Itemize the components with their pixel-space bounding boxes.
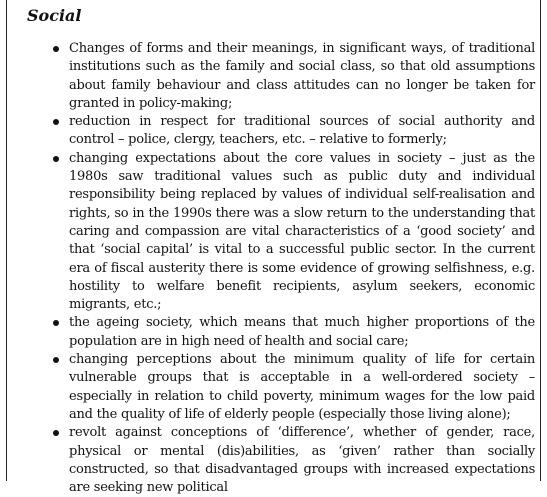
bullet-icon — [53, 46, 59, 52]
list-item — [41, 150, 535, 315]
bullet-icon — [53, 156, 59, 162]
list-item-text: changing perceptions about the minimum quality of life for certain vulnerable groups that is acceptable in a well-ordered society – especially in relation to child poverty, minimum wages for the low paid and the quality of life of elderly people (especially those living alone); — [69, 352, 535, 422]
list-item-text: revolt against conceptions of ‘difference’, whether of gender, race, physical or mental (dis)abilities, as ‘given’ rather than socially constructed, so that disadvantaged groups with increased expectations are seeking new political — [69, 425, 535, 496]
bullet-icon — [53, 119, 59, 125]
list-item — [41, 314, 535, 351]
bullet-icon — [53, 357, 59, 363]
list-item — [41, 40, 535, 113]
bullet-list — [41, 40, 535, 497]
list-item — [41, 424, 535, 497]
section-heading: Social — [27, 6, 82, 25]
list-item — [41, 113, 535, 150]
list-item-text: reduction in respect for traditional sources of social authority and control – police, clergy, teachers, etc. – relative to formerly; — [69, 114, 535, 148]
list-item-text: the ageing society, which means that much higher proportions of the population are in high need of health and social care; — [69, 315, 535, 349]
document-frame — [6, 0, 541, 496]
list-item-text: Changes of forms and their meanings, in significant ways, of traditional institutions such as the family and social class, so that old assumptions about family behaviour and class attitudes can no longer be taken for granted in policy-making; — [69, 41, 535, 111]
list-item-text: changing expectations about the core values in society – just as the 1980s saw traditional values such as public duty and individual responsibility being replaced by values of individual self-realisation and rights, so in the 1990s there was a slow return to the understanding that caring and compassion are vital characteristics of a ‘good society’ and that ‘social capital’ is vital to a successful public sector. In the current era of fiscal austerity there is some evidence of growing selfishness, e.g. hostility to welfare benefit recipients, asylum seekers, economic migrants, etc.; — [69, 150, 535, 313]
list-item — [41, 351, 535, 424]
bullet-icon — [53, 430, 59, 436]
bullet-icon — [53, 320, 59, 326]
